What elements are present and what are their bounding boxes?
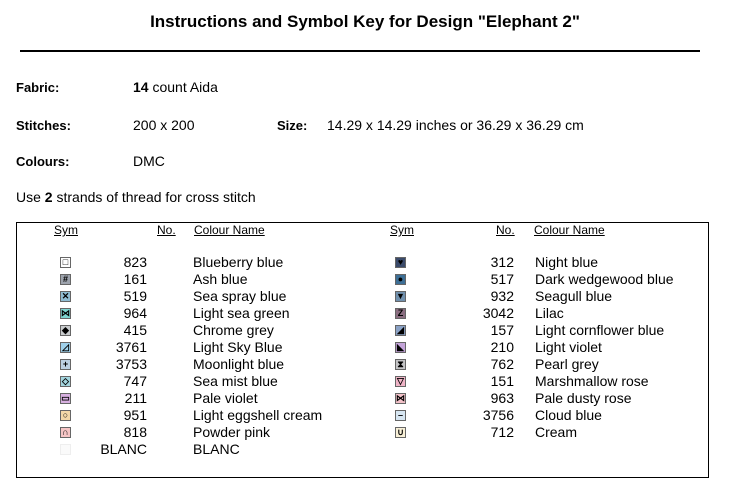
thread-number: 823 xyxy=(123,254,147,270)
left-header-no: No. xyxy=(157,223,176,237)
thread-number: 712 xyxy=(490,424,514,440)
colour-name: Cream xyxy=(535,424,578,440)
thread-symbol-icon: Z xyxy=(395,308,406,319)
thread-number: 3753 xyxy=(115,356,147,372)
colour-name: Sea spray blue xyxy=(193,288,287,304)
colours-value: DMC xyxy=(133,153,165,169)
thread-symbol-icon: ⋈ xyxy=(396,393,405,403)
size-label: Size: xyxy=(277,118,308,133)
thread-symbol-icon xyxy=(60,444,71,455)
colour-name: Pearl grey xyxy=(535,356,599,372)
strands-post: strands of thread for cross stitch xyxy=(52,189,256,205)
colour-name: Blueberry blue xyxy=(193,254,284,270)
thread-symbol-icon: ○ xyxy=(60,410,71,421)
thread-number: 210 xyxy=(490,339,514,355)
thread-symbol-icon: ◣ xyxy=(395,342,406,353)
thread-symbol-icon: # xyxy=(60,274,71,285)
list-item xyxy=(17,407,707,424)
colour-name: Night blue xyxy=(535,254,599,270)
right-header-sym: Sym xyxy=(390,223,414,237)
colour-name: Cloud blue xyxy=(535,407,602,423)
thread-number: 963 xyxy=(490,390,514,406)
thread-symbol-icon: ▼ xyxy=(396,291,405,301)
colour-name: Ash blue xyxy=(193,271,248,287)
thread-number: 3042 xyxy=(482,305,514,321)
thread-number: 415 xyxy=(123,322,147,338)
thread-symbol-icon: ∪ xyxy=(395,427,406,438)
thread-number: 3761 xyxy=(115,339,147,355)
thread-number: 747 xyxy=(123,373,147,389)
colour-name: Lilac xyxy=(535,305,564,321)
colour-name: Dark wedgewood blue xyxy=(535,271,674,287)
thread-number: 519 xyxy=(123,288,147,304)
thread-symbol-icon: ◿ xyxy=(60,342,71,353)
symbol-key-table xyxy=(16,222,709,478)
thread-symbol-icon: ⧗ xyxy=(395,359,406,370)
colour-name: Sea mist blue xyxy=(193,373,278,389)
fabric-label: Fabric: xyxy=(16,80,60,95)
title-divider xyxy=(20,50,700,52)
thread-number: 161 xyxy=(123,271,147,287)
thread-symbol-icon: ◇ xyxy=(60,376,71,387)
thread-number: 211 xyxy=(124,390,147,406)
thread-symbol-icon: ♥ xyxy=(395,257,406,268)
thread-symbol-icon: □ xyxy=(60,257,71,268)
thread-number: 762 xyxy=(490,356,514,372)
list-item xyxy=(17,441,707,458)
list-item xyxy=(17,305,707,322)
colours-label: Colours: xyxy=(16,154,70,169)
colour-name: BLANC xyxy=(193,441,240,457)
fabric-count: 14 xyxy=(133,79,149,95)
thread-number: 157 xyxy=(490,322,514,338)
thread-symbol-icon: ▭ xyxy=(61,393,70,403)
strands-pre: Use xyxy=(16,189,45,205)
colour-name: Light sea green xyxy=(193,305,290,321)
colour-name: Moonlight blue xyxy=(193,356,285,372)
colour-name: Light cornflower blue xyxy=(535,322,665,338)
list-item xyxy=(17,288,707,305)
thread-number: BLANC xyxy=(100,441,147,457)
right-header-no: No. xyxy=(496,223,515,237)
thread-symbol-icon: ◢ xyxy=(395,325,406,336)
thread-symbol-icon: ✕ xyxy=(61,291,70,301)
thread-number: 818 xyxy=(123,424,147,440)
thread-symbol-icon: + xyxy=(60,359,71,370)
thread-number: 517 xyxy=(490,271,514,287)
thread-symbol-icon: ◆ xyxy=(60,325,71,336)
list-item xyxy=(17,356,707,373)
list-item xyxy=(17,339,707,356)
colour-name: Seagull blue xyxy=(535,288,613,304)
right-header-name: Colour Name xyxy=(534,223,605,237)
left-header-name: Colour Name xyxy=(194,223,265,237)
list-item xyxy=(17,390,707,407)
thread-symbol-icon: ▽ xyxy=(395,376,406,387)
thread-number: 151 xyxy=(490,373,514,389)
colour-name: Pale violet xyxy=(193,390,258,406)
page-title: Instructions and Symbol Key for Design "Elephant 2" xyxy=(150,12,580,31)
list-item xyxy=(17,254,707,271)
colour-name: Pale dusty rose xyxy=(535,390,632,406)
thread-number: 964 xyxy=(123,305,147,321)
list-item xyxy=(17,271,707,288)
fabric-type: count Aida xyxy=(148,79,218,95)
thread-number: 932 xyxy=(490,288,514,304)
colour-name: Powder pink xyxy=(193,424,271,440)
thread-symbol-icon: ∩ xyxy=(60,427,71,438)
list-item xyxy=(17,424,707,441)
thread-number: 3756 xyxy=(482,407,514,423)
colour-name: Light eggshell cream xyxy=(193,407,323,423)
size-value: 14.29 x 14.29 inches or 36.29 x 36.29 cm xyxy=(327,117,584,133)
thread-number: 312 xyxy=(490,254,514,270)
colour-name: Light Sky Blue xyxy=(193,339,283,355)
thread-number: 951 xyxy=(123,407,147,423)
colour-name: Chrome grey xyxy=(193,322,274,338)
list-item xyxy=(17,373,707,390)
stitches-value: 200 x 200 xyxy=(133,117,195,133)
strands-instruction xyxy=(16,189,256,205)
strands-count: 2 xyxy=(44,189,53,205)
thread-symbol-icon: – xyxy=(395,410,406,421)
thread-symbol-icon: ⋈ xyxy=(61,308,70,318)
left-header-sym: Sym xyxy=(54,223,78,237)
thread-symbol-icon: ● xyxy=(395,274,406,285)
colour-name: Marshmallow rose xyxy=(535,373,649,389)
colour-name: Light violet xyxy=(535,339,602,355)
list-item xyxy=(17,322,707,339)
stitches-label: Stitches: xyxy=(16,118,71,133)
fabric-value xyxy=(133,79,218,95)
